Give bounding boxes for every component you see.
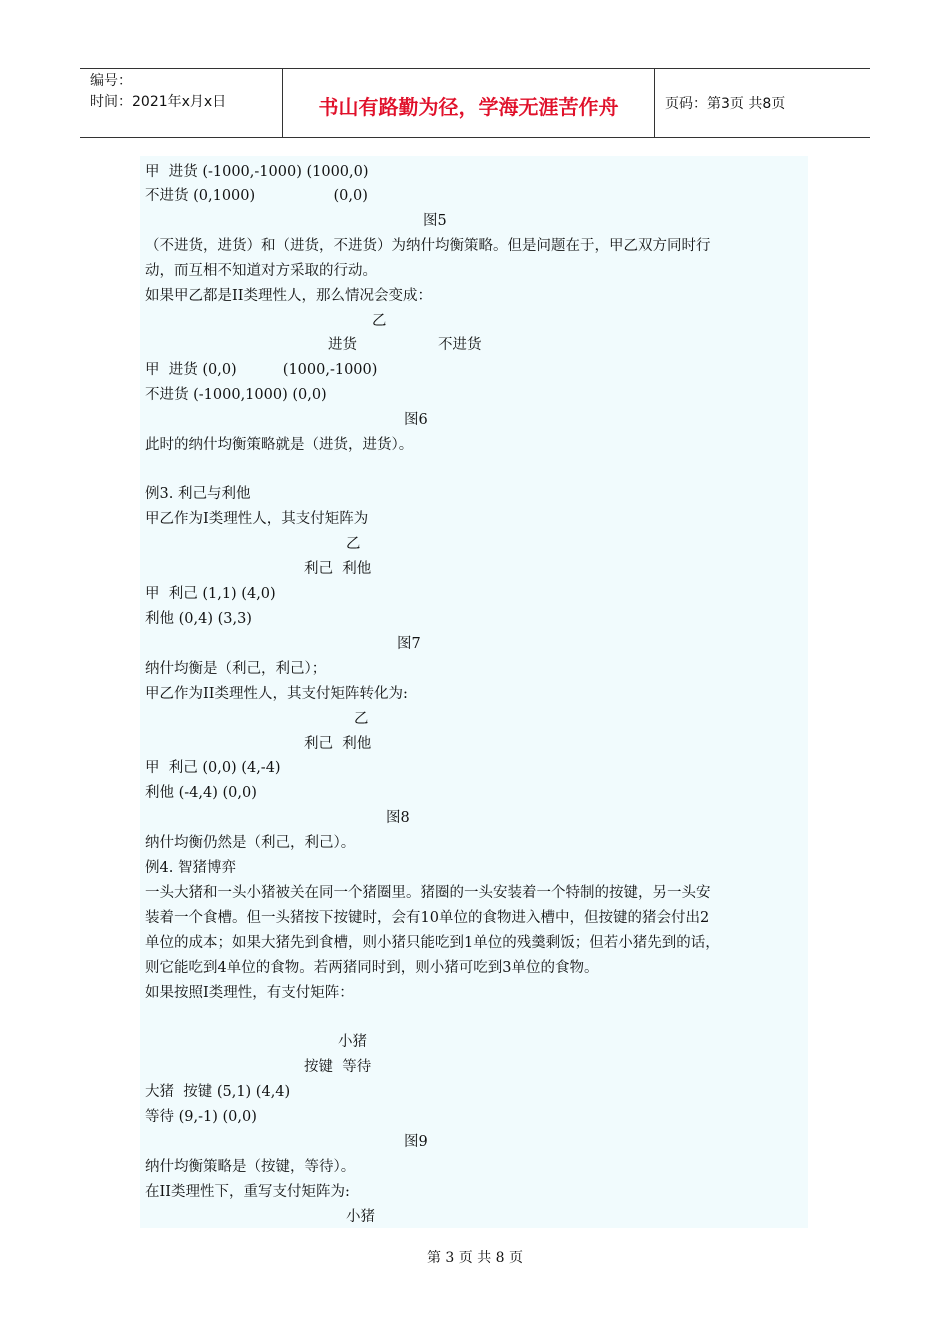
page-header <box>80 68 870 138</box>
matrix-player-label: 小猪 <box>338 1034 367 1050</box>
page-number-label: 页码：第3页 共8页 <box>665 96 786 112</box>
text-line: 则它能吃到4单位的食物。若两猪同时到，则小猪可吃到3单位的食物。 <box>145 960 599 976</box>
example-heading: 例4. 智猪博弈 <box>145 860 236 876</box>
page-footer: 第 3 页 共 8 页 <box>426 1250 524 1266</box>
matrix-column-label: 不进货 <box>438 337 482 353</box>
matrix-player-label: 乙 <box>372 313 387 329</box>
text-line: 甲 进货 (-1000,-1000) (1000,0) <box>145 164 369 180</box>
matrix-column-label: 进货 <box>328 337 357 353</box>
text-line: 如果按照I类理性，有支付矩阵： <box>145 985 354 1001</box>
figure-caption: 图8 <box>386 810 410 826</box>
text-line: 不进货 (-1000,1000) (0,0) <box>145 387 327 403</box>
text-line: 甲乙作为I类理性人，其支付矩阵为 <box>145 511 369 527</box>
document-body <box>140 156 808 1228</box>
text-line: （不进货，进货）和（进货，不进货）为纳什均衡策略。但是问题在于，甲乙双方同时行 <box>145 238 711 254</box>
figure-caption: 图7 <box>397 636 421 652</box>
text-line: 如果甲乙都是II类理性人，那么情况会变成： <box>145 288 432 304</box>
text-line: 甲 利己 (0,0) (4,-4) <box>145 760 281 776</box>
text-line: 不进货 (0,1000) (0,0) <box>145 188 368 204</box>
figure-caption: 图5 <box>423 213 447 229</box>
figure-caption: 图9 <box>404 1134 428 1150</box>
matrix-column-labels: 利己 利他 <box>304 736 372 752</box>
matrix-player-label: 乙 <box>346 536 361 552</box>
text-line: 装着一个食槽。但一头猪按下按键时，会有10单位的食物进入槽中，但按键的猪会付出2 <box>145 910 710 926</box>
text-line: 甲 进货 (0,0) (1000,-1000) <box>145 362 378 378</box>
text-line: 一头大猪和一头小猪被关在同一个猪圈里。猪圈的一头安装着一个特制的按键，另一头安 <box>145 885 711 901</box>
text-line: 甲乙作为II类理性人，其支付矩阵转化为: <box>145 686 408 702</box>
matrix-column-labels: 按键 等待 <box>304 1059 372 1075</box>
header-info <box>80 69 283 137</box>
text-line: 纳什均衡策略是（按键，等待）。 <box>145 1159 356 1175</box>
time-label: 时间：2021年x月x日 <box>90 94 227 110</box>
text-line: 等待 (9,-1) (0,0) <box>145 1109 257 1125</box>
text-line: 纳什均衡仍然是（利己，利己）。 <box>145 835 356 851</box>
text-line: 此时的纳什均衡策略就是（进货，进货）。 <box>145 437 414 453</box>
matrix-player-label: 小猪 <box>346 1209 375 1225</box>
matrix-player-label: 乙 <box>354 711 369 727</box>
text-line: 利他 (-4,4) (0,0) <box>145 785 257 801</box>
number-label: 编号： <box>90 73 132 89</box>
text-line: 利他 (0,4) (3,3) <box>145 611 252 627</box>
text-line: 纳什均衡是（利己，利己）； <box>145 661 327 677</box>
text-line: 单位的成本；如果大猪先到食槽，则小猪只能吃到1单位的残羹剩饭；但若小猪先到的话， <box>145 935 720 951</box>
motto-text: 书山有路勤为径，学海无涯苦作舟 <box>318 95 619 119</box>
figure-caption: 图6 <box>404 412 428 428</box>
text-line: 在II类理性下，重写支付矩阵为: <box>145 1184 350 1200</box>
header-motto-cell <box>283 69 655 137</box>
text-line: 甲 利己 (1,1) (4,0) <box>145 586 276 602</box>
text-line: 动，而互相不知道对方采取的行动。 <box>145 263 377 279</box>
example-heading: 例3. 利己与利他 <box>145 486 251 502</box>
matrix-column-labels: 利己 利他 <box>304 561 372 577</box>
text-line: 大猪 按键 (5,1) (4,4) <box>145 1084 291 1100</box>
